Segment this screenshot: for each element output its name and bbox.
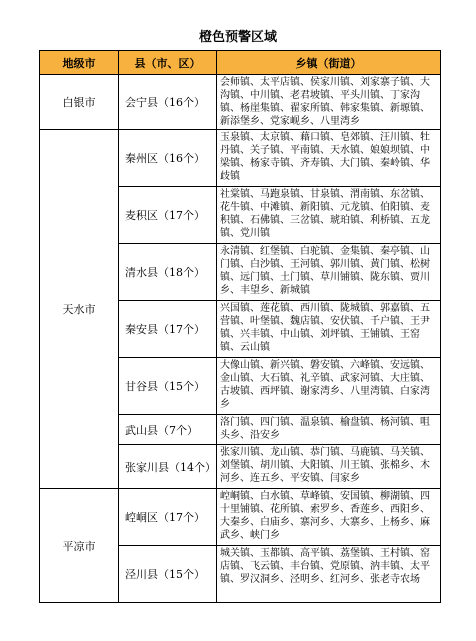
towns-cell: 永清镇、红堡镇、白驼镇、金集镇、秦亭镇、山门镇、白沙镇、王河镇、郭川镇、黄门镇、松树镇、远门镇、土门镇、草川铺镇、陇东镇、贾川乡、丰望乡、新城镇 bbox=[217, 244, 441, 301]
table-row bbox=[40, 130, 441, 187]
towns-cell: 会师镇、太平店镇、侯家川镇、刘家寨子镇、大沟镇、中川镇、老君坡镇、平头川镇、丁家沟镇、杨崖集镇、翟家所镇、韩家集镇、新塬镇、新添堡乡、党家岘乡、八里湾乡 bbox=[217, 75, 441, 130]
county-cell: 会宁县（16个） bbox=[119, 75, 217, 130]
header-city: 地级市 bbox=[40, 51, 119, 75]
county-cell: 甘谷县（15个） bbox=[119, 358, 217, 415]
city-cell: 天水市 bbox=[40, 130, 119, 489]
header-county: 县（市、区） bbox=[119, 51, 217, 75]
county-cell: 张家川县（14个） bbox=[119, 445, 217, 489]
table-row bbox=[40, 75, 441, 130]
towns-cell: 社棠镇、马跑泉镇、甘泉镇、渭南镇、东岔镇、花牛镇、中滩镇、新阳镇、元龙镇、伯阳镇、麦积镇、石佛镇、三岔镇、琥珀镇、利桥镇、五龙镇、党川镇 bbox=[217, 187, 441, 244]
county-cell: 清水县（18个） bbox=[119, 244, 217, 301]
county-cell: 麦积区（17个） bbox=[119, 187, 217, 244]
towns-cell: 城关镇、玉都镇、高平镇、荔堡镇、王村镇、窑店镇、飞云镇、丰台镇、党原镇、汭丰镇、太平镇、罗汉洞乡、泾明乡、红河乡、张老寺农场 bbox=[217, 546, 441, 603]
county-cell: 秦安县（17个） bbox=[119, 301, 217, 358]
county-cell: 武山县（7个） bbox=[119, 415, 217, 445]
towns-cell: 洛门镇、四门镇、温泉镇、榆盘镇、杨河镇、咀头乡、沿安乡 bbox=[217, 415, 441, 445]
county-cell: 泾川县（15个） bbox=[119, 546, 217, 603]
towns-cell: 张家川镇、龙山镇、恭门镇、马鹿镇、马关镇、刘堡镇、胡川镇、大阳镇、川王镇、张棉乡、木河乡、连五乡、平安镇、闫家乡 bbox=[217, 445, 441, 489]
city-cell: 平凉市 bbox=[40, 489, 119, 603]
header-row bbox=[40, 51, 441, 75]
towns-cell: 崆峒镇、白水镇、草峰镇、安国镇、柳湖镇、四十里铺镇、花所镇、索罗乡、香莲乡、西阳乡、大秦乡、白庙乡、寨河乡、大寨乡、上杨乡、麻武乡、峡门乡 bbox=[217, 489, 441, 546]
towns-cell: 玉泉镇、太京镇、藉口镇、皂郊镇、汪川镇、牡丹镇、关子镇、平南镇、天水镇、娘娘坝镇、中梁镇、杨家寺镇、齐寿镇、大门镇、秦岭镇、华歧镇 bbox=[217, 130, 441, 187]
page-title: 橙色预警区域 bbox=[198, 30, 277, 45]
header-towns: 乡镇（街道） bbox=[217, 51, 441, 75]
warning-table bbox=[39, 50, 441, 603]
towns-cell: 兴国镇、莲花镇、西川镇、陇城镇、郭嘉镇、五营镇、叶堡镇、魏店镇、安伏镇、千户镇、王尹镇、兴丰镇、中山镇、刘坪镇、王铺镇、王窑镇、云山镇 bbox=[217, 301, 441, 358]
table-row bbox=[40, 489, 441, 546]
county-cell: 秦州区（16个） bbox=[119, 130, 217, 187]
towns-cell: 大像山镇、新兴镇、磐安镇、六峰镇、安远镇、金山镇、大石镇、礼辛镇、武家河镇、大庄镇、古坡镇、西坪镇、谢家湾乡、八里湾镇、白家湾乡 bbox=[217, 358, 441, 415]
city-cell: 白银市 bbox=[40, 75, 119, 130]
county-cell: 崆峒区（17个） bbox=[119, 489, 217, 546]
